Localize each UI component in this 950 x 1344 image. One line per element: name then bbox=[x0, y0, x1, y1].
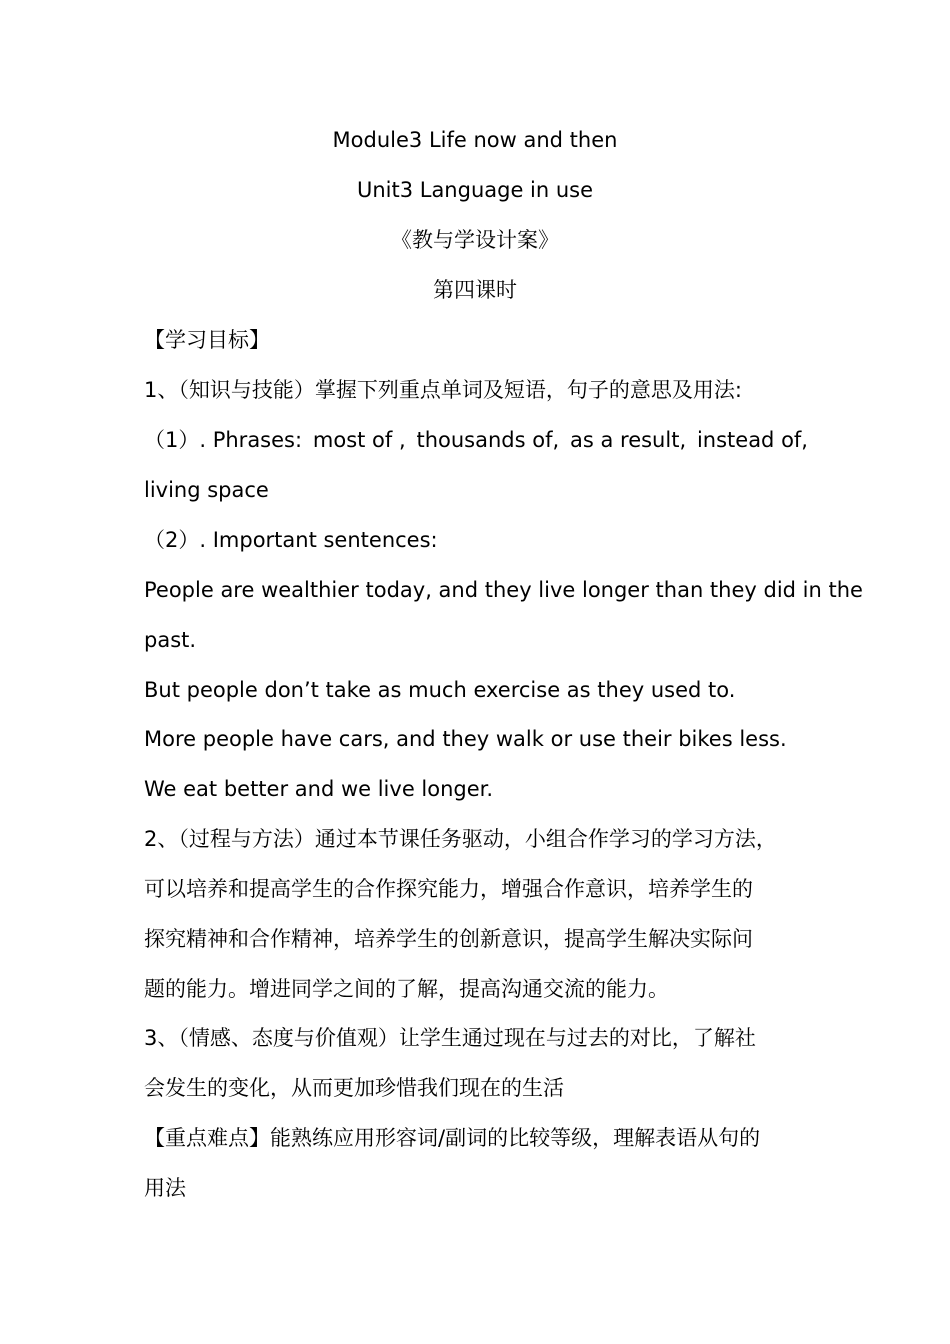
sentence-3: More people have cars, and they walk or use their bikes less. bbox=[144, 727, 787, 751]
module-title: Module3 Life now and then bbox=[332, 128, 618, 152]
objective-1-heading: 1、（知识与技能）掌握下列重点单词及短语，句子的意思及用法: bbox=[144, 378, 742, 402]
sentence-4: We eat better and we live longer. bbox=[144, 777, 494, 801]
objective-2-line: 题的能力。增进同学之间的了解，提高沟通交流的能力。 bbox=[144, 977, 669, 1001]
phrases-line bbox=[144, 426, 808, 454]
objective-3-line: 3、（情感、态度与价值观）让学生通过现在与过去的对比，了解社 bbox=[144, 1026, 756, 1050]
objective-2-line: 探究精神和合作精神，培养学生的创新意识，提高学生解决实际问 bbox=[144, 927, 753, 951]
sentence-1-line-1: People are wealthier today, and they live longer than they did in the bbox=[144, 578, 863, 602]
phrase-item: instead of, bbox=[696, 428, 808, 452]
phrases-label: （1）. Phrases: bbox=[144, 428, 303, 452]
objective-3-line: 会发生的变化，从而更加珍惜我们现在的生活 bbox=[144, 1076, 564, 1100]
lesson-period-title: 第四课时 bbox=[433, 278, 517, 302]
sentences-label: （2）. Important sentences: bbox=[144, 528, 438, 552]
key-points-line: 用法 bbox=[144, 1176, 186, 1200]
objectives-heading: 【学习目标】 bbox=[144, 328, 270, 352]
objective-2-line: 2、（过程与方法）通过本节课任务驱动，小组合作学习的学习方法， bbox=[144, 827, 777, 851]
phrase-item: as a result, bbox=[570, 428, 687, 452]
key-points-line: 【重点难点】能熟练应用形容词/副词的比较等级，理解表语从句的 bbox=[144, 1126, 761, 1150]
phrase-item: most of , bbox=[312, 428, 406, 452]
sentence-1-line-2: past. bbox=[144, 628, 197, 652]
design-plan-title: 《教与学设计案》 bbox=[391, 228, 559, 252]
sentence-2: But people don’t take as much exercise as they used to. bbox=[144, 678, 736, 702]
phrase-item-last: living space bbox=[144, 478, 269, 502]
objective-2-line: 可以培养和提高学生的合作探究能力，增强合作意识，培养学生的 bbox=[144, 877, 753, 901]
unit-title: Unit3 Language in use bbox=[356, 178, 594, 202]
phrase-item: thousands of, bbox=[416, 428, 560, 452]
